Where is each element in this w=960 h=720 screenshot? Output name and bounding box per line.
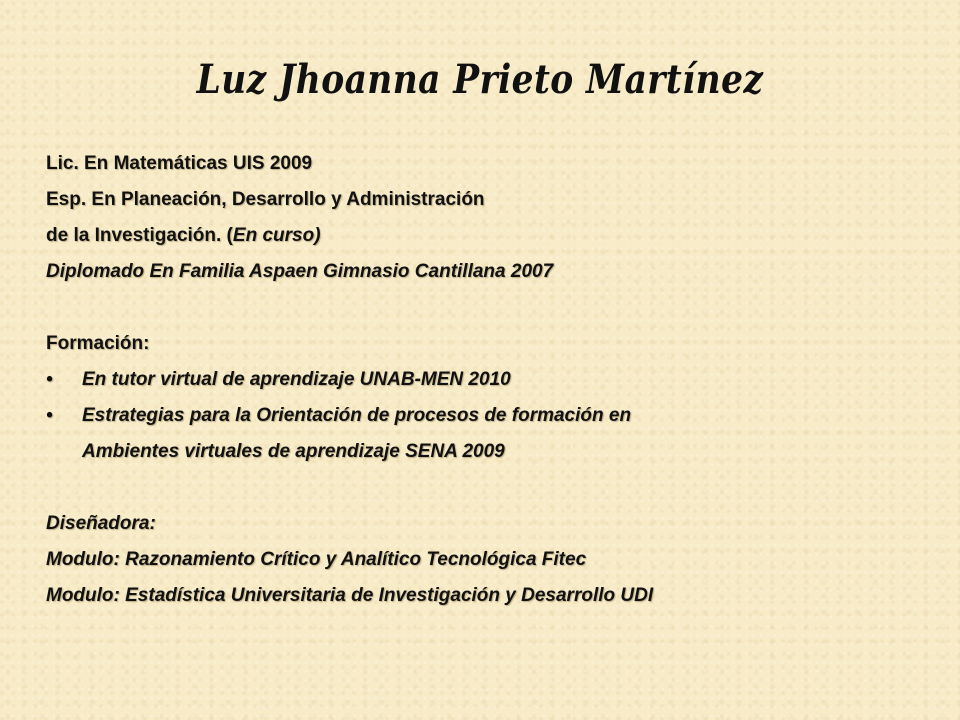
formacion-item	[46, 362, 936, 398]
degree-esp-line2	[46, 218, 936, 254]
spacer	[46, 470, 936, 506]
degree-esp-prefix: de la Investigación. (	[46, 225, 233, 246]
disenadora-item: Modulo: Razonamiento Crítico y Analítico Tecnológica Fitec	[46, 549, 587, 570]
slide-title: Luz Jhoanna Prieto Martínez	[196, 56, 764, 103]
formacion-heading: Formación:	[46, 333, 150, 354]
spacer	[46, 290, 936, 326]
slide-content	[46, 146, 936, 614]
degree-esp-status: En curso)	[232, 225, 321, 246]
formacion-item-text: En tutor virtual de aprendizaje UNAB-MEN 2010	[82, 369, 511, 390]
bullet-icon: •	[46, 405, 53, 426]
degree-lic: Lic. En Matemáticas UIS 2009	[46, 153, 313, 174]
formacion-item	[46, 398, 936, 434]
bullet-icon: •	[46, 369, 53, 390]
degree-esp-line1: Esp. En Planeación, Desarrollo y Administración	[46, 189, 485, 210]
disenadora-heading: Diseñadora:	[46, 513, 156, 534]
formacion-item-continuation: Ambientes virtuales de aprendizaje SENA 2009	[82, 441, 505, 462]
formacion-item-text: Estrategias para la Orientación de procesos de formación en	[82, 405, 632, 426]
disenadora-item: Modulo: Estadística Universitaria de Investigación y Desarrollo UDI	[46, 585, 654, 606]
diplomado: Diplomado En Familia Aspaen Gimnasio Cantillana 2007	[46, 261, 554, 282]
